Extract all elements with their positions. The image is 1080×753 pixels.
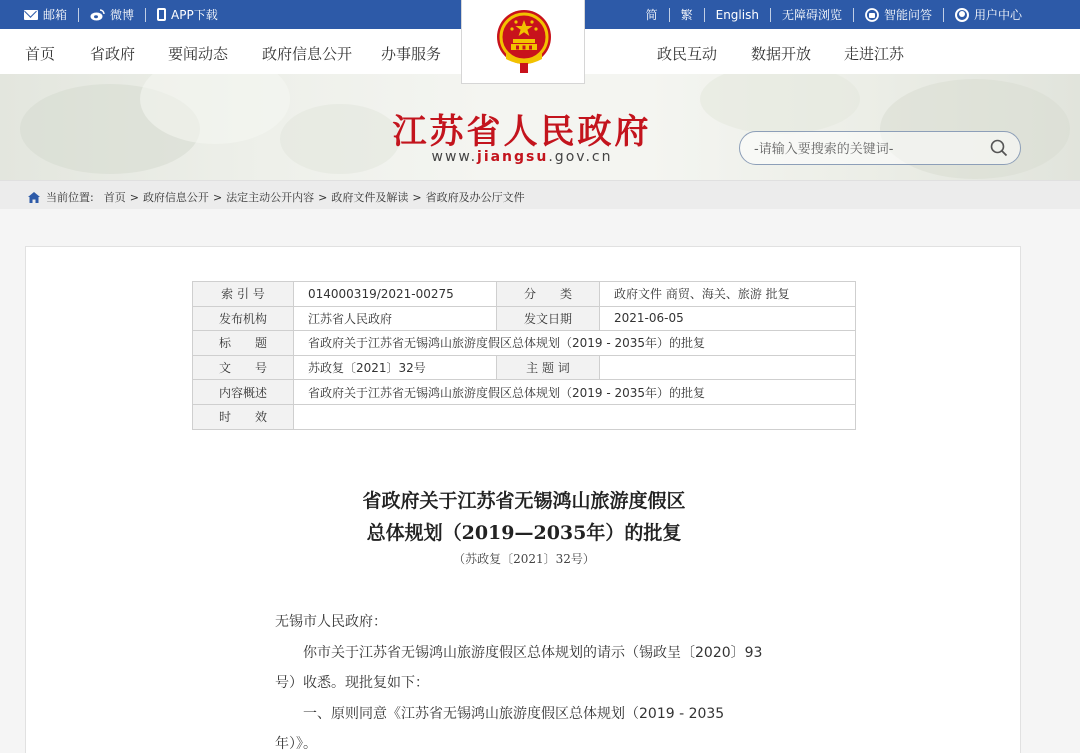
- title-value: 省政府关于江苏省无锡鸿山旅游度假区总体规划（2019 - 2035年）的批复: [294, 331, 856, 356]
- nav-about-jiangsu[interactable]: 走进江苏: [844, 45, 905, 63]
- document-title-line2: 总体规划（2019—2035年）的批复: [366, 522, 682, 544]
- simplified-label: 简: [645, 8, 658, 22]
- date-value: 2021-06-05: [600, 306, 856, 331]
- breadcrumb-separator: >: [318, 190, 328, 204]
- app-download-label: APP下载: [171, 8, 218, 22]
- traditional-chinese-link[interactable]: [681, 6, 693, 23]
- docno-label: 文 号: [193, 355, 294, 380]
- divider: [669, 8, 670, 22]
- weibo-link[interactable]: [90, 6, 134, 23]
- phone-icon: [157, 8, 166, 21]
- body-paragraph: 一、原则同意《江苏省无锡鸿山旅游度假区总体规划（2019 - 2035: [303, 705, 725, 722]
- document-title: [26, 485, 1022, 549]
- accessibility-label: 无障碍浏览: [781, 8, 842, 22]
- mail-label: 邮箱: [43, 8, 68, 22]
- emblem-tab[interactable]: [461, 0, 585, 84]
- body-paragraph: 号）收悉。现批复如下：: [275, 675, 429, 691]
- nav-services[interactable]: 办事服务: [381, 45, 442, 63]
- table-row: [193, 404, 856, 429]
- user-center-label: 用户中心: [973, 8, 1022, 22]
- mail-icon: [24, 10, 38, 20]
- body-paragraph: 年）》。: [275, 736, 317, 752]
- divider: [78, 8, 79, 22]
- breadcrumb-gov-info[interactable]: 政府信息公开: [142, 191, 209, 204]
- weibo-label: 微博: [110, 8, 135, 22]
- site-url-domain: jiangsu: [477, 149, 549, 165]
- docno-value: 苏政复〔2021〕32号: [294, 355, 497, 380]
- simplified-chinese-link[interactable]: [646, 6, 658, 23]
- article-card: [25, 246, 1021, 753]
- breadcrumb-bar: [0, 180, 1080, 209]
- site-title: 江苏省人民政府: [392, 112, 652, 152]
- body-paragraph: 你市关于江苏省无锡鸿山旅游度假区总体规划的请示（锡政呈〔2020〕93: [303, 644, 763, 661]
- site-url-suffix: .gov.cn: [548, 149, 613, 165]
- site-banner: [0, 74, 1080, 180]
- breadcrumb-gov-documents[interactable]: 政府文件及解读: [331, 191, 409, 204]
- title-label: 标 题: [193, 331, 294, 356]
- site-url-prefix: www.: [431, 149, 478, 165]
- search-input[interactable]: [754, 139, 974, 159]
- keyword-label: 主 题 词: [497, 355, 600, 380]
- keyword-value: [600, 355, 856, 380]
- table-row: [193, 355, 856, 380]
- english-label: English: [715, 7, 759, 22]
- table-row: [193, 331, 856, 356]
- summary-value: 省政府关于江苏省无锡鸿山旅游度假区总体规划（2019 - 2035年）的批复: [294, 380, 856, 405]
- category-value: 政府文件 商贸、海关、旅游 批复: [600, 282, 856, 307]
- smart-qa-link[interactable]: [865, 6, 932, 23]
- user-icon: [955, 8, 969, 22]
- nav-news[interactable]: 要闻动态: [168, 45, 229, 63]
- date-label: 发文日期: [497, 306, 600, 331]
- breadcrumb-statutory-content[interactable]: 法定主动公开内容: [226, 191, 315, 204]
- home-icon: [28, 192, 40, 203]
- user-center-link[interactable]: [955, 6, 1022, 23]
- breadcrumb-office-documents[interactable]: 省政府及办公厅文件: [425, 191, 525, 204]
- smart-qa-label: 智能问答: [883, 8, 932, 22]
- breadcrumb-separator: >: [212, 190, 223, 204]
- publisher-value: 江苏省人民政府: [294, 306, 497, 331]
- category-label: 分 类: [497, 282, 600, 307]
- nav-open-data[interactable]: 数据开放: [751, 45, 812, 63]
- breadcrumb-separator: >: [412, 190, 422, 204]
- english-link[interactable]: [716, 8, 759, 22]
- nav-interaction[interactable]: 政民互动: [657, 45, 718, 63]
- breadcrumb-home[interactable]: 首页: [103, 191, 126, 204]
- breadcrumb-separator: >: [129, 190, 139, 204]
- nav-home[interactable]: 首页: [25, 45, 56, 63]
- document-number: （苏政复〔2021〕32号）: [453, 552, 595, 566]
- publisher-label: 发布机构: [193, 306, 294, 331]
- index-label: 索 引 号: [193, 282, 294, 307]
- traditional-label: 繁: [680, 8, 693, 22]
- weibo-icon: [90, 9, 105, 21]
- breadcrumb-label: 当前位置:: [46, 191, 94, 204]
- accessibility-link[interactable]: [782, 6, 842, 23]
- divider: [770, 8, 771, 22]
- table-row: [193, 306, 856, 331]
- breadcrumb: [28, 189, 525, 205]
- document-metadata-table: [192, 281, 856, 430]
- nav-province-government[interactable]: 省政府: [90, 45, 136, 63]
- divider: [145, 8, 146, 22]
- divider: [943, 8, 944, 22]
- summary-label: 内容概述: [193, 380, 294, 405]
- index-value: 014000319/2021-00275: [294, 282, 497, 307]
- salutation: 无锡市人民政府：: [275, 614, 387, 630]
- search-box: [739, 131, 1021, 165]
- top-left-links: [24, 0, 218, 29]
- document-body: [275, 607, 775, 753]
- mail-link[interactable]: [24, 6, 67, 23]
- document-title-line1: 省政府关于江苏省无锡鸿山旅游度假区: [362, 490, 686, 512]
- table-row: [193, 282, 856, 307]
- top-right-links: [646, 0, 1022, 29]
- validity-label: 时 效: [193, 404, 294, 429]
- table-row: [193, 380, 856, 405]
- national-emblem-icon: [496, 7, 552, 75]
- robot-icon: [865, 8, 879, 22]
- divider: [853, 8, 854, 22]
- divider: [704, 8, 705, 22]
- app-download-link[interactable]: [157, 6, 218, 23]
- search-icon[interactable]: [990, 139, 1008, 157]
- nav-gov-info-disclosure[interactable]: 政府信息公开: [262, 45, 353, 63]
- validity-value: [294, 404, 856, 429]
